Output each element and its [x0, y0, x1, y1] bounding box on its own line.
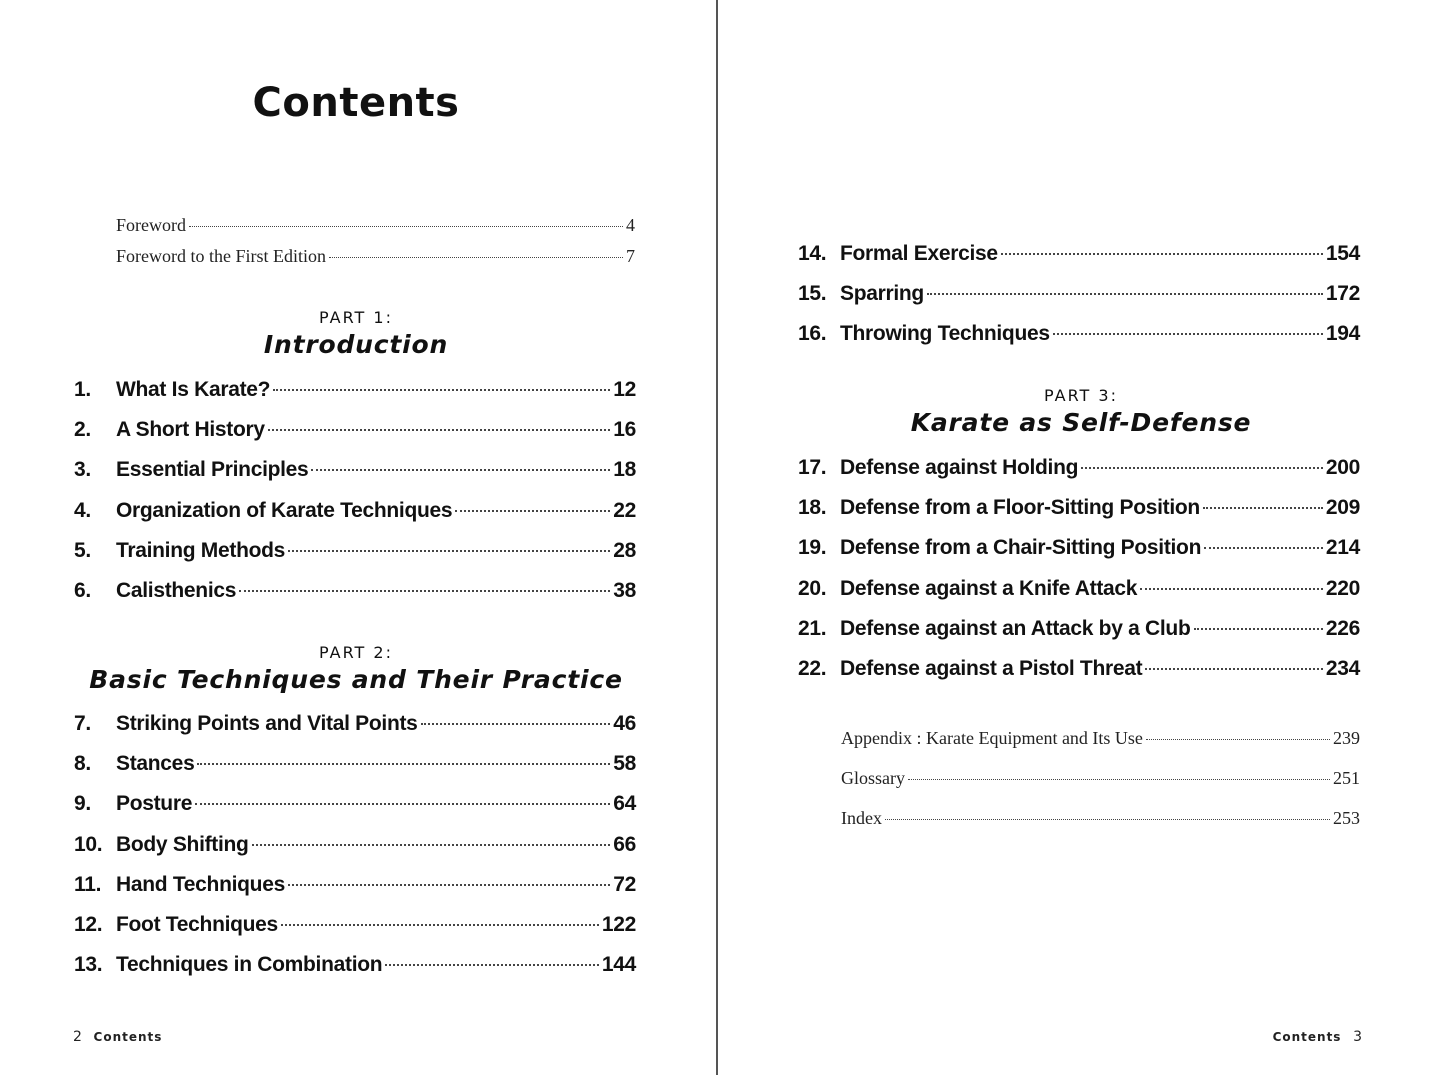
chapter-number: 21.	[798, 616, 827, 640]
page-divider	[716, 0, 718, 1075]
dot-leader	[195, 803, 610, 805]
dot-leader	[1140, 588, 1323, 590]
chapter-page: 154	[1325, 242, 1360, 265]
chapter-page: 12	[613, 378, 636, 401]
chapter-title: Stances	[116, 752, 195, 776]
chapter-entry[interactable]	[74, 712, 636, 752]
chapter-title: Defense against a Pistol Threat	[840, 656, 1143, 680]
front-matter-item[interactable]	[116, 246, 635, 277]
chapter-number: 19.	[798, 536, 827, 560]
part-title: Introduction	[263, 330, 449, 359]
dot-leader	[1145, 668, 1323, 670]
dot-leader	[385, 964, 599, 966]
entry-page: 251	[1333, 768, 1360, 788]
chapter-entry[interactable]	[74, 579, 636, 619]
part-title: Karate as Self-Defense	[910, 408, 1252, 437]
chapter-title: Throwing Techniques	[840, 322, 1050, 346]
chapter-entry[interactable]	[74, 913, 636, 953]
footer-page-number: 3	[1353, 1029, 1362, 1045]
chapter-page: 220	[1325, 576, 1360, 600]
chapter-number: 12.	[74, 912, 103, 936]
entry-label: Index	[841, 808, 882, 828]
part-3-chapter-list	[798, 456, 1360, 697]
chapter-page: 234	[1325, 656, 1360, 680]
back-matter-item[interactable]	[841, 768, 1360, 808]
chapter-title: Striking Points and Vital Points	[116, 712, 418, 735]
chapter-entry[interactable]	[798, 322, 1360, 362]
chapter-page: 200	[1325, 456, 1360, 479]
dot-leader	[908, 779, 1330, 780]
part-title: Basic Techniques and Their Practice	[89, 665, 623, 694]
chapter-title: Formal Exercise	[840, 242, 998, 265]
chapter-entry[interactable]	[798, 242, 1360, 282]
part-2-chapter-list	[74, 712, 636, 993]
part-1-heading	[0, 308, 712, 359]
chapter-page: 18	[613, 458, 636, 482]
dot-leader	[1081, 467, 1323, 469]
chapter-title: Sparring	[840, 282, 924, 306]
chapter-entry[interactable]	[74, 378, 636, 418]
chapter-number: 22.	[798, 656, 827, 680]
dot-leader	[885, 819, 1330, 820]
chapter-number: 16.	[798, 322, 827, 346]
entry-label: Glossary	[841, 768, 905, 788]
right-page	[720, 0, 1436, 1075]
entry-page: 239	[1333, 728, 1360, 748]
chapter-page: 28	[613, 538, 636, 562]
part-label: PART 2:	[319, 643, 393, 662]
chapter-number: 20.	[798, 576, 827, 600]
chapter-entry[interactable]	[798, 577, 1360, 617]
dot-leader	[268, 429, 610, 431]
chapter-title: Organization of Karate Techniques	[116, 498, 453, 522]
chapter-title: Defense against a Knife Attack	[840, 576, 1138, 600]
part-1-chapter-list	[74, 378, 636, 619]
page-title: Contents	[252, 80, 460, 126]
chapter-entry[interactable]	[798, 536, 1360, 576]
dot-leader	[329, 257, 623, 258]
chapter-entry[interactable]	[74, 458, 636, 498]
chapter-title: Training Methods	[116, 538, 286, 562]
chapter-entry[interactable]	[74, 418, 636, 458]
chapter-entry[interactable]	[74, 873, 636, 913]
chapter-number: 15.	[798, 282, 827, 306]
chapter-page: 66	[613, 832, 636, 856]
chapter-page: 144	[601, 953, 636, 977]
chapter-number: 6.	[74, 578, 91, 602]
dot-leader	[288, 884, 610, 886]
dot-leader	[281, 924, 599, 926]
dot-leader	[189, 226, 623, 227]
chapter-number: 4.	[74, 498, 91, 522]
dot-leader	[1053, 333, 1323, 335]
chapter-title: Calisthenics	[116, 578, 237, 602]
dot-leader	[1146, 739, 1330, 740]
part-label: PART 1:	[319, 308, 393, 327]
chapter-entry[interactable]	[74, 953, 636, 993]
chapter-page: 38	[613, 578, 636, 602]
back-matter-list	[841, 728, 1360, 848]
chapter-title: A Short History	[116, 418, 265, 442]
chapter-title: Defense from a Floor-Sitting Position	[840, 496, 1200, 520]
entry-label: Appendix : Karate Equipment and Its Use	[841, 728, 1143, 748]
chapter-entry[interactable]	[798, 617, 1360, 657]
chapter-page: 64	[613, 792, 636, 816]
chapter-number: 10.	[74, 832, 103, 856]
chapter-entry[interactable]	[74, 833, 636, 873]
chapter-title: Body Shifting	[116, 832, 249, 856]
footer-running-head: Contents	[1272, 1030, 1342, 1044]
dot-leader	[252, 844, 611, 846]
entry-page: 253	[1333, 808, 1360, 828]
chapter-page: 209	[1325, 496, 1360, 520]
chapter-entry[interactable]	[798, 282, 1360, 322]
front-matter-item[interactable]	[116, 215, 635, 246]
chapter-number: 11.	[74, 872, 102, 896]
chapter-number: 18.	[798, 496, 827, 520]
entry-label: Foreword to the First Edition	[116, 246, 326, 266]
chapter-number: 8.	[74, 752, 91, 776]
footer-page-number: 2	[73, 1029, 82, 1045]
chapter-title: Defense against an Attack by a Club	[840, 616, 1191, 640]
dot-leader	[239, 590, 610, 592]
chapter-number: 9.	[74, 792, 91, 816]
chapter-number: 1.	[74, 378, 91, 401]
dot-leader	[288, 550, 610, 552]
chapter-number: 17.	[798, 456, 827, 479]
part-3-heading	[720, 386, 1436, 437]
chapter-number: 5.	[74, 538, 91, 562]
dot-leader	[1001, 253, 1323, 255]
front-matter-list	[116, 215, 635, 277]
right-footer	[1273, 1029, 1362, 1045]
part-2-continued-list	[798, 242, 1360, 363]
chapter-number: 7.	[74, 712, 91, 735]
chapter-entry[interactable]	[74, 752, 636, 792]
part-label: PART 3:	[1044, 386, 1118, 405]
chapter-page: 16	[613, 418, 636, 442]
chapter-title: Essential Principles	[116, 458, 309, 482]
chapter-title: Foot Techniques	[116, 912, 278, 936]
dot-leader	[927, 293, 1323, 295]
chapter-page: 22	[613, 498, 636, 522]
chapter-entry[interactable]	[74, 499, 636, 539]
left-footer	[73, 1029, 162, 1045]
chapter-title: Hand Techniques	[116, 872, 285, 896]
chapter-page: 194	[1325, 322, 1360, 346]
chapter-page: 46	[613, 712, 636, 735]
chapter-title: Techniques in Combination	[116, 953, 383, 977]
chapter-page: 214	[1325, 536, 1360, 560]
chapter-page: 226	[1325, 616, 1360, 640]
back-matter-item[interactable]	[841, 728, 1360, 768]
chapter-page: 122	[601, 912, 636, 936]
chapter-entry[interactable]	[74, 792, 636, 832]
chapter-page: 72	[613, 872, 636, 896]
chapter-entry[interactable]	[74, 539, 636, 579]
chapter-title: What Is Karate?	[116, 378, 271, 401]
chapter-entry[interactable]	[798, 456, 1360, 496]
chapter-number: 14.	[798, 242, 827, 265]
dot-leader	[1204, 547, 1323, 549]
chapter-entry[interactable]	[798, 657, 1360, 697]
entry-page: 7	[626, 246, 635, 266]
entry-page: 4	[626, 215, 635, 235]
part-2-heading	[0, 643, 712, 694]
chapter-page: 58	[613, 752, 636, 776]
entry-label: Foreword	[116, 215, 186, 235]
chapter-title: Defense against Holding	[840, 456, 1079, 479]
dot-leader	[455, 510, 610, 512]
dot-leader	[273, 389, 610, 391]
chapter-title: Defense from a Chair-Sitting Position	[840, 536, 1202, 560]
chapter-number: 2.	[74, 418, 91, 442]
chapter-page: 172	[1325, 282, 1360, 306]
chapter-number: 13.	[74, 953, 103, 977]
chapter-number: 3.	[74, 458, 91, 482]
dot-leader	[197, 763, 610, 765]
chapter-title: Posture	[116, 792, 193, 816]
back-matter-item[interactable]	[841, 808, 1360, 848]
dot-leader	[421, 723, 611, 725]
footer-running-head: Contents	[93, 1030, 163, 1044]
dot-leader	[311, 469, 610, 471]
chapter-entry[interactable]	[798, 496, 1360, 536]
dot-leader	[1203, 507, 1323, 509]
dot-leader	[1194, 628, 1323, 630]
